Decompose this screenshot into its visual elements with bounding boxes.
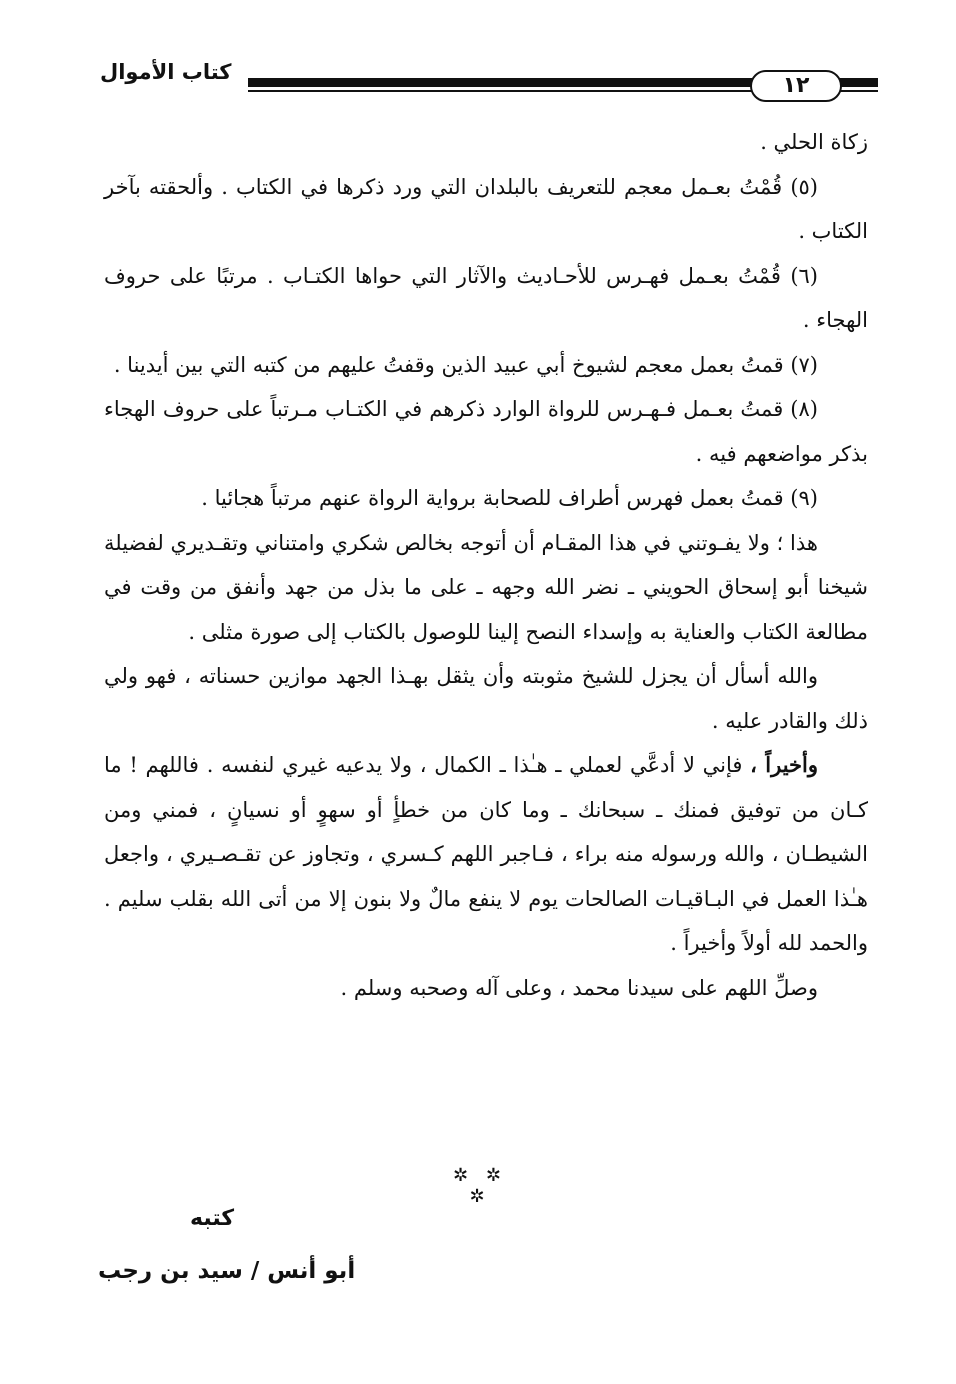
book-title: كتاب الأموال bbox=[100, 60, 232, 84]
prayer-paragraph: والله أسأل أن يجزل للشيخ مثوبته وأن يثقل بهـذا الجهد موازين حسناته ، فهو ولي ذلك والقادر عليه . bbox=[104, 664, 868, 733]
list-item-7: (٧) قمتُ بعمل معجم لشيوخ أبي عبيد الذين وقفتُ عليهم من كتبه التي بين أيدينا . bbox=[113, 352, 818, 377]
list-item-6: (٦) قُمْتُ بعـمل فهـرس للأحـاديث والآثار التي حواها الكتـاب . مرتبًا على حروف الهجاء . bbox=[104, 263, 868, 332]
list-item-9: (٩) قمتُ بعمل فهرس أطراف للصحابة برواية الرواة عنهم مرتباً هجائيا . bbox=[201, 486, 818, 510]
closing-paragraph bbox=[104, 743, 868, 966]
signature-label: كتبه bbox=[190, 1206, 235, 1231]
body-text bbox=[104, 120, 868, 1010]
acknowledgement-paragraph: هذا ؛ ولا يفـوتني في هذا المقـام أن أتوجه بخالص شكري وامتناني وتقـديري لفضيلة شيخنا أبو إسحاق الحويني ـ نضر الله وجهه ـ على ما بذل من جهد وأنفق من وقت في مطالعة الكتاب والعناية به وإسداء النصح إلينا للوصول بالكتاب إلى صورة مثلى . bbox=[104, 530, 868, 644]
section-separator: ✲ ✲ ✲ bbox=[453, 1165, 507, 1207]
running-header bbox=[100, 58, 872, 98]
closing-text: فإني لا أدعَّي لعملي ـ هـٰذا ـ الكمال ، ولا يدعيه غيري لنفسه . فاللهم ! ما كـان من توفيق فمنك ـ سبحانك ـ وما كان من خطأٍ أو سهوٍ أو نسيانٍ ، فمني ومن الشيطـان ، والله ورسوله منه براء ، فـاجبر اللهم كـسري ، وتجاوز عن تقـصـيري ، واجعل هـٰذا العمل في البـاقيـات الصالحات يوم لا ينفع مالٌ ولا بنون إلا من أتى الله بقلب سليم . والحمد لله أولاً وأخيراً . bbox=[104, 753, 868, 955]
paragraph-continuation: زكاة الحلي . bbox=[760, 130, 868, 154]
page-number: ١٢ bbox=[750, 70, 842, 102]
closing-lead: وأخيراً ، bbox=[750, 752, 819, 777]
signature-name: أبو أنس / سيد بن رجب bbox=[98, 1258, 356, 1284]
list-item-8: (٨) قمتُ بعـمل فـهـرس للرواة الوارد ذكرهم في الكتـاب مـرتباً على حروف الهجاء بذكر مواضعهم فيه . bbox=[104, 397, 868, 466]
salutation-paragraph: وصلِّ اللهم على سيدنا محمد ، وعلى آله وصحبه وسلم . bbox=[340, 975, 818, 1000]
list-item-5: (٥) قُمْتُ بعـمل معجم للتعريف بالبلدان التي ورد ذكرها في الكتاب . وألحقته بآخر الكتاب . bbox=[104, 174, 868, 243]
